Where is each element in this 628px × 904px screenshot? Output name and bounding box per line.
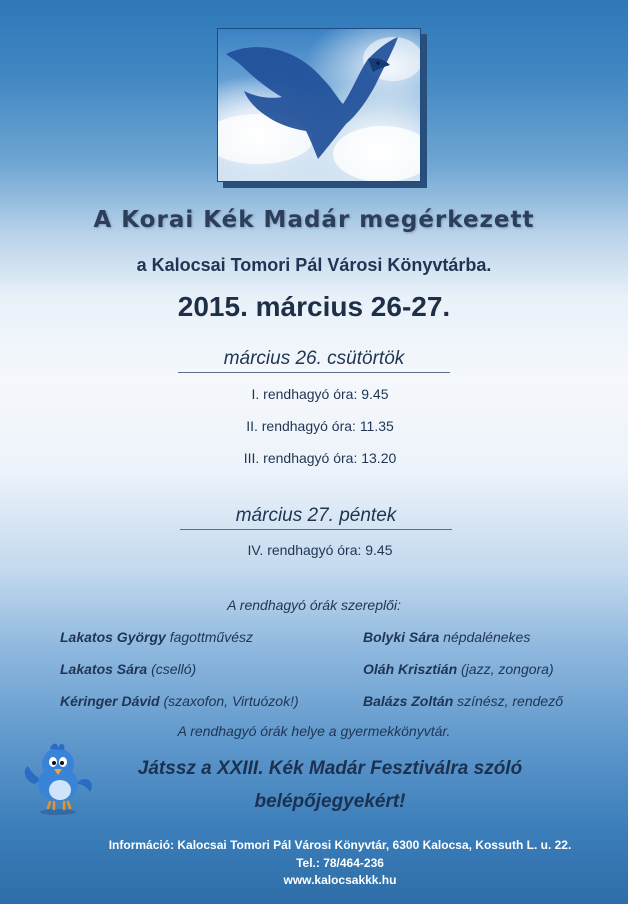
promo-line-1: Játssz a XXIII. Kék Madár Fesztiválra szóló: [137, 758, 523, 779]
performer-role: népdalénekes: [443, 629, 531, 645]
performer-name: Kéringer Dávid: [60, 693, 160, 709]
day-2-heading: március 27. péntek: [180, 505, 452, 530]
performer-role: (szaxofon, Virtuózok!): [163, 693, 299, 709]
event-date: 2015. március 26-27.: [177, 291, 451, 322]
performer-2: [363, 629, 530, 645]
performer-name: Lakatos György: [60, 629, 166, 645]
performer-role: (cselló): [151, 661, 197, 677]
performer-4: [363, 661, 554, 677]
page-title: A Korai Kék Madár megérkezett: [93, 207, 535, 233]
day-1-lesson-3: III. rendhagyó óra: 13.20: [243, 450, 397, 466]
dove-silhouette-icon: [218, 29, 421, 182]
performer-name: Lakatos Sára: [60, 661, 148, 677]
day-1-heading: március 26. csütörtök: [178, 348, 450, 373]
performer-5: [60, 693, 299, 709]
dove-image: [217, 28, 421, 182]
header-photo: [217, 28, 421, 182]
performer-role: színész, rendező: [457, 693, 563, 709]
performer-6: [363, 693, 563, 709]
info-web-link[interactable]: www.kalocsakkk.hu: [283, 873, 397, 887]
venue-note: A rendhagyó órák helye a gyermekkönyvtár.: [177, 723, 451, 739]
info-address: Információ: Kalocsai Tomori Pál Városi Könyvtár, 6300 Kalocsa, Kossuth L. u. 22.: [108, 838, 572, 852]
cast-title: A rendhagyó órák szereplői:: [227, 597, 401, 613]
performer-1: [60, 629, 253, 645]
performer-3: [60, 661, 196, 677]
performer-role: (jazz, zongora): [461, 661, 554, 677]
day-2-lesson-1: IV. rendhagyó óra: 9.45: [247, 542, 393, 558]
promo-line-2: belépőjegyekért!: [254, 791, 406, 812]
performer-name: Bolyki Sára: [363, 629, 440, 645]
performer-role: fagottművész: [169, 629, 253, 645]
performer-name: Oláh Krisztián: [363, 661, 458, 677]
page-subtitle: a Kalocsai Tomori Pál Városi Könyvtárba.: [136, 255, 492, 275]
performer-name: Balázs Zoltán: [363, 693, 454, 709]
day-1-lesson-2: II. rendhagyó óra: 11.35: [246, 418, 394, 434]
day-1-lesson-1: I. rendhagyó óra: 9.45: [251, 386, 389, 402]
info-phone: Tel.: 78/464-236: [296, 856, 384, 870]
